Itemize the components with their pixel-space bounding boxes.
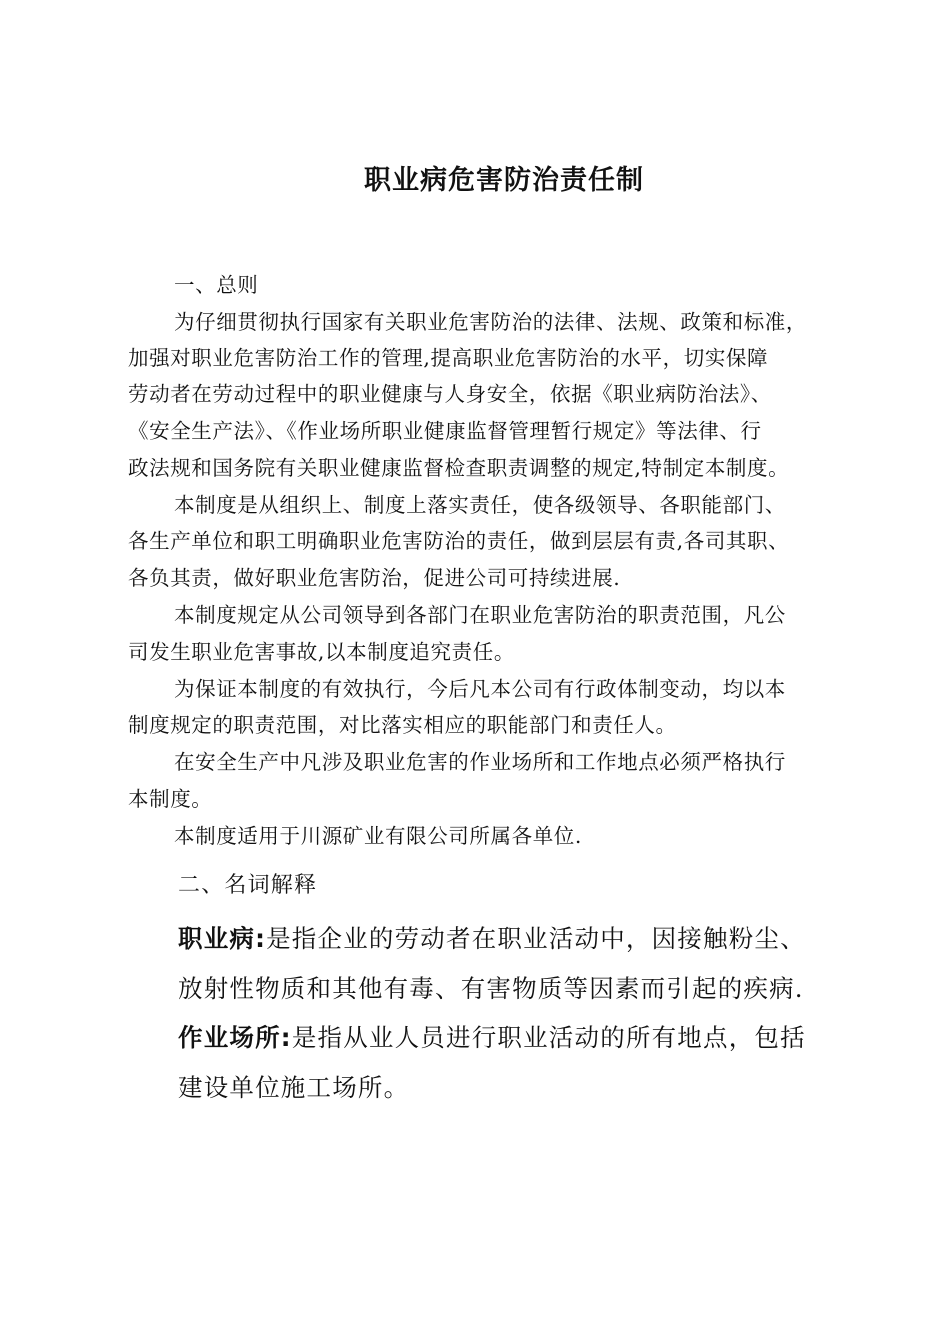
paragraph-line: 为保证本制度的有效执行，今后凡本公司有行政体制变动，均以本	[174, 677, 786, 701]
section-heading-general: 一、总则	[174, 273, 259, 297]
definition-text: 是指企业的劳动者在职业活动中，因接触粉尘、	[266, 924, 806, 953]
paragraph-line: 劳动者在劳动过程中的职业健康与人身安全，依据《职业病防治法》、	[128, 382, 772, 406]
paragraph-line: 本制度适用于川源矿业有限公司所属各单位.	[174, 824, 583, 848]
definition-occupational-disease	[178, 920, 806, 955]
definition-term: 作业场所:	[178, 1023, 292, 1052]
paragraph-line: 本制度。	[128, 787, 213, 811]
definition-term: 职业病:	[178, 924, 267, 953]
paragraph-line: 为仔细贯彻执行国家有关职业危害防治的法律、法规、政策和标准，	[174, 310, 807, 334]
definition-continuation: 放射性物质和其他有毒、有害物质等因素而引起的疾病.	[178, 974, 804, 1003]
paragraph-line: 本制度规定从公司领导到各部门在职业危害防治的职责范围，凡公	[174, 603, 786, 627]
paragraph-line: 司发生职业危害事故,以本制度追究责任。	[128, 640, 515, 664]
definition-continuation: 建设单位施工场所。	[178, 1073, 410, 1102]
paragraph-line: 本制度是从组织上、制度上落实责任，使各级领导、各职能部门、	[174, 493, 786, 517]
document-title: 职业病危害防治责任制	[364, 165, 644, 196]
definition-text: 是指从业人员进行职业活动的所有地点，包括	[291, 1023, 806, 1052]
definition-workplace	[178, 1019, 806, 1054]
paragraph-line: 各生产单位和职工明确职业危害防治的责任，做到层层有责,各司其职、	[128, 529, 790, 553]
paragraph-line: 《安全生产法》、《作业场所职业健康监督管理暂行规定》等法律、行	[128, 419, 762, 443]
paragraph-line: 在安全生产中凡涉及职业危害的作业场所和工作地点必须严格执行	[174, 750, 786, 774]
paragraph-line: 加强对职业危害防治工作的管理,提高职业危害防治的水平，切实保障	[128, 346, 769, 370]
section-heading-definitions: 二、名词解释	[178, 873, 318, 898]
paragraph-line: 制度规定的职责范围，对比落实相应的职能部门和责任人。	[128, 713, 677, 737]
paragraph-line: 政法规和国务院有关职业健康监督检查职责调整的规定,特制定本制度。	[128, 456, 790, 480]
paragraph-line: 各负其责，做好职业危害防治，促进公司可持续进展.	[128, 566, 621, 590]
